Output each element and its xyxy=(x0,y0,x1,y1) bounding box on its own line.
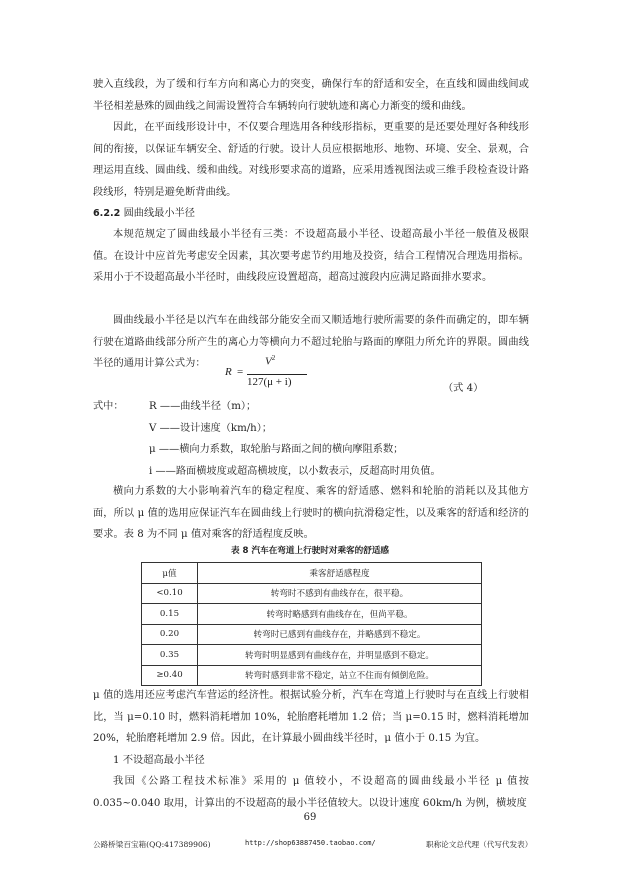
paragraph-transition-curve: 驶入直线段，为了缓和行车方向和离心力的突变，确保行车的舒适和安全，在直线和圆曲线间或半径相差悬殊的圆曲线之间需设置符合车辆转向行驶轨迹和离心力渐变的缓和曲线。 xyxy=(93,79,529,112)
table-cell-mu: ≥0.40 xyxy=(142,665,198,686)
variable-item: i ——路面横坡度或超高横坡度，以小数表示，反超高时用负值。 xyxy=(149,465,441,477)
comfort-table xyxy=(141,562,482,686)
formula-denominator: 127(μ + i) xyxy=(247,376,292,388)
paragraph-min-radius-types: 本规范规定了圆曲线最小半径有三类：不设超高最小半径、设超高最小半径一般值及极限值。在设计中应首先考虑安全因素，其次要考虑节约用地及投资，结合工程情况合理选用指标。采用小于不设超高最小半径时，曲线段应设置超高，超高过渡段内应满足路面排水要求。 xyxy=(93,229,529,283)
formula-lhs: R xyxy=(225,366,232,378)
footer-left: 公路桥梁百宝箱(QQ:417389906) xyxy=(93,840,211,849)
table-row xyxy=(142,604,482,625)
table-title: 表 8 汽车在弯道上行驶时对乘客的舒适感 xyxy=(230,546,390,556)
formula-exponent: 2 xyxy=(271,354,276,362)
table-cell-comfort: 转弯时已感到有曲线存在，并略感到不稳定。 xyxy=(198,624,482,645)
table-header-comfort: 乘客舒适感程度 xyxy=(198,563,482,584)
table-cell-comfort: 转弯时不感到有曲线存在，很平稳。 xyxy=(198,583,482,604)
table-cell-comfort: 转弯时明显感到有曲线存在，并明显感到不稳定。 xyxy=(198,645,482,666)
section-title: 圆曲线最小半径 xyxy=(123,208,195,219)
paragraph-lateral-force: 横向力系数的大小影响着汽车的稳定程度、乘客的舒适感、燃料和轮胎的消耗以及其他方面，所以 μ 值的选用应保证汽车在圆曲线上行驶时的横向抗滑稳定性，以及乘客的舒适和经济的要求。表 8 为不同 μ 值对乘客的舒适程度反映。 xyxy=(93,486,529,540)
section-number: 6.2.2 xyxy=(93,208,121,219)
variable-item: R ——曲线半径（m）； xyxy=(149,401,257,412)
formula-numerator: $V^2$ xyxy=(265,354,276,368)
variable-item: V ——设计速度（km/h）； xyxy=(149,422,273,434)
paragraph-economy: μ 值的选用还应考虑汽车营运的经济性。根据试验分析，汽车在弯道上行驶时与在直线上行驶相比，当 μ=0.10 时，燃料消耗增加 10%，轮胎磨耗增加 1.2 倍；当 μ=0.15 时，燃料消耗增加 20%，轮胎磨耗增加 2.9 倍。因此，在计算最小圆曲线半径时，μ 值小于 0.15 为宜。 xyxy=(93,690,529,744)
table-cell-comfort: 转弯时感到非常不稳定，站立不住而有倾倒危险。 xyxy=(198,665,482,686)
section-heading xyxy=(93,203,195,224)
paragraph-standard: 我国《公路工程技术标准》采用的 μ 值较小，不设超高的圆曲线最小半径 μ 值按 0.035~0.040 取用，计算出的不设超高的最小半径值较大。以设计速度 60km/h 为例，横坡度 xyxy=(93,776,529,809)
paragraph-alignment-design: 因此，在平面线形设计中，不仅要合理选用各种线形指标，更重要的是还要处理好各种线形间的衔接，以保证车辆安全、舒适的行驶。设计人员应根据地形、地物、环境、安全、景观，合理运用直线、圆曲线、缓和曲线。对线形要求高的道路，应采用透视图法或三维手段检查设计路段线形，特别是避免断背曲线。 xyxy=(93,122,529,198)
paragraph-min-radius-definition: 圆曲线最小半径是以汽车在曲线部分能安全而又顺适地行驶所需要的条件而确定的，即车辆行驶在道路曲线部分所产生的离心力等横向力不超过轮胎与路面的摩阻力所允许的界限。圆曲线半径的通用计算公式为： xyxy=(93,315,529,369)
table-row xyxy=(142,624,482,645)
radius-formula xyxy=(225,354,345,394)
variable-item: μ ——横向力系数，取轮胎与路面之间的横向摩阻系数； xyxy=(149,444,404,455)
table-cell-mu: 0.20 xyxy=(142,624,198,645)
formula-label: （式 4） xyxy=(443,383,484,394)
table-cell-mu: 0.15 xyxy=(142,604,198,625)
page-number: 69 xyxy=(303,812,317,823)
subsection-heading: 1 不设超高最小半径 xyxy=(113,755,205,766)
table-header-mu: μ值 xyxy=(142,563,198,584)
formula-equals: = xyxy=(237,366,244,378)
table-row xyxy=(142,583,482,604)
variable-intro: 式中： xyxy=(93,401,124,412)
table-cell-mu: 0.35 xyxy=(142,645,198,666)
table-row xyxy=(142,665,482,686)
table-cell-mu: <0.10 xyxy=(142,583,198,604)
table-row xyxy=(142,645,482,666)
fraction-bar xyxy=(247,374,307,375)
table-header-row xyxy=(142,563,482,584)
footer-right: 职称论文总代理（代写代发表） xyxy=(426,840,533,849)
footer-center-link: http://shop63887450.taobao.com/ xyxy=(245,839,376,847)
table-cell-comfort: 转弯时略感到有曲线存在，但尚平稳。 xyxy=(198,604,482,625)
